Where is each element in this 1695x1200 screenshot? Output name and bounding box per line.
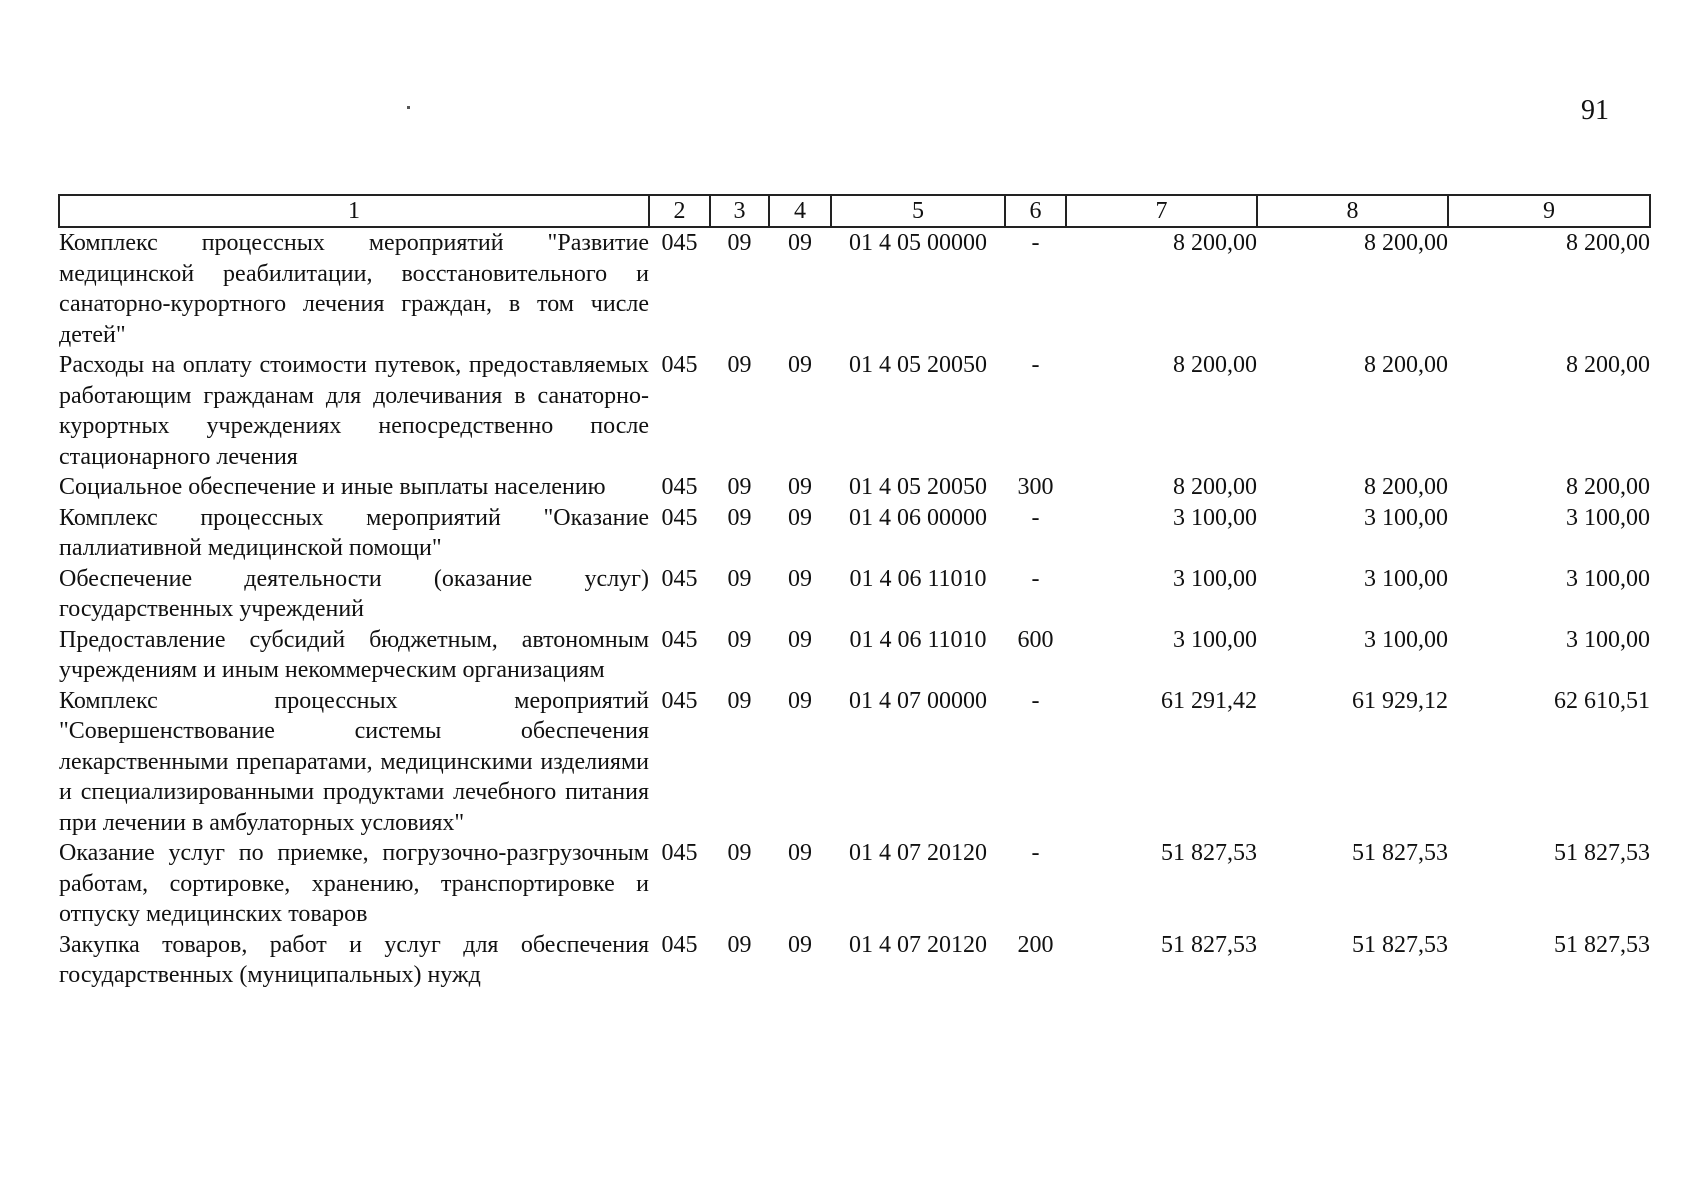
amount-col-9: 8 200,00 <box>1566 230 1650 256</box>
subsection-code: 09 <box>788 504 812 531</box>
subsection-code: 09 <box>788 931 812 958</box>
row-name: Предоставление субсидий бюджетным, автономным учреждениям и иным некоммерческим организациям <box>59 626 649 683</box>
section-code: 09 <box>727 352 752 378</box>
column-header: 1 <box>59 195 649 227</box>
table-row <box>59 227 1650 350</box>
expense-type-code: 200 <box>1017 931 1054 958</box>
amount-col-9: 3 100,00 <box>1566 565 1650 592</box>
section-code: 09 <box>727 474 752 500</box>
expense-type-code: - <box>1031 230 1040 256</box>
amount-col-7: 3 100,00 <box>1173 626 1257 653</box>
section-code: 09 <box>727 230 752 256</box>
table-row <box>59 350 1650 472</box>
amount-col-8: 8 200,00 <box>1364 474 1448 500</box>
column-header: 6 <box>1005 195 1066 227</box>
row-name: Расходы на оплату стоимости путевок, предоставляемых работающим гражданам для долечивания в санаторно-курортных учреждениях непосредственно после стационарного лечения <box>59 352 649 470</box>
amount-col-9: 51 827,53 <box>1554 931 1650 958</box>
column-header: 4 <box>769 195 831 227</box>
ministry-code: 045 <box>661 474 698 500</box>
row-name: Обеспечение деятельности (оказание услуг) государственных учреждений <box>59 565 649 622</box>
subsection-code: 09 <box>788 474 812 500</box>
table-row <box>59 686 1650 839</box>
amount-col-8: 8 200,00 <box>1364 352 1448 378</box>
page-number: 91 <box>1581 95 1609 126</box>
amount-col-9: 3 100,00 <box>1566 626 1650 653</box>
amount-col-8: 8 200,00 <box>1364 230 1448 256</box>
ministry-code: 045 <box>661 565 698 592</box>
expense-type-code: - <box>1031 565 1040 592</box>
amount-col-7: 8 200,00 <box>1173 474 1257 500</box>
expense-type-code: - <box>1031 504 1040 531</box>
section-code: 09 <box>727 504 752 531</box>
amount-col-8: 51 827,53 <box>1352 931 1448 958</box>
expense-type-code: - <box>1031 840 1040 866</box>
target-article-code: 01 4 05 00000 <box>849 230 987 256</box>
table-row <box>59 472 1650 503</box>
amount-col-8: 61 929,12 <box>1352 687 1448 714</box>
amount-col-7: 8 200,00 <box>1173 230 1257 256</box>
scan-speck <box>407 106 410 109</box>
column-number-row <box>59 195 1650 227</box>
column-header: 3 <box>710 195 769 227</box>
amount-col-9: 3 100,00 <box>1566 504 1650 531</box>
target-article-code: 01 4 06 11010 <box>849 565 987 592</box>
table-body <box>59 227 1650 991</box>
subsection-code: 09 <box>788 565 812 592</box>
subsection-code: 09 <box>788 352 812 378</box>
amount-col-7: 8 200,00 <box>1173 352 1257 378</box>
row-name: Социальное обеспечение и иные выплаты населению <box>59 474 606 500</box>
ministry-code: 045 <box>661 931 698 958</box>
subsection-code: 09 <box>788 840 812 866</box>
row-name: Комплекс процессных мероприятий "Развитие медицинской реабилитации, восстановительного и санаторно-курортного лечения граждан, в том числе детей" <box>59 230 649 348</box>
amount-col-7: 51 827,53 <box>1161 931 1257 958</box>
section-code: 09 <box>727 840 752 866</box>
target-article-code: 01 4 07 20120 <box>849 931 987 958</box>
target-article-code: 01 4 07 20120 <box>849 840 987 866</box>
row-name: Закупка товаров, работ и услуг для обеспечения государственных (муниципальных) нужд <box>59 931 649 988</box>
amount-col-9: 62 610,51 <box>1554 687 1650 714</box>
expense-type-code: 300 <box>1017 474 1054 500</box>
amount-col-9: 51 827,53 <box>1554 840 1650 866</box>
table-row <box>59 930 1650 991</box>
column-header: 2 <box>649 195 710 227</box>
amount-col-8: 51 827,53 <box>1352 840 1448 866</box>
amount-col-9: 8 200,00 <box>1566 474 1650 500</box>
expense-type-code: - <box>1031 352 1040 378</box>
amount-col-7: 3 100,00 <box>1173 565 1257 592</box>
target-article-code: 01 4 05 20050 <box>849 474 987 500</box>
subsection-code: 09 <box>788 687 812 714</box>
column-header: 8 <box>1257 195 1448 227</box>
row-name: Комплекс процессных мероприятий "Оказание паллиативной медицинской помощи" <box>59 504 649 561</box>
ministry-code: 045 <box>661 352 698 378</box>
expense-type-code: 600 <box>1017 626 1054 653</box>
amount-col-7: 3 100,00 <box>1173 504 1257 531</box>
ministry-code: 045 <box>661 230 698 256</box>
target-article-code: 01 4 07 00000 <box>849 687 987 714</box>
section-code: 09 <box>727 565 752 592</box>
column-header: 9 <box>1448 195 1650 227</box>
ministry-code: 045 <box>661 626 698 653</box>
subsection-code: 09 <box>788 626 812 653</box>
table-row <box>59 625 1650 686</box>
amount-col-8: 3 100,00 <box>1364 626 1448 653</box>
table-row <box>59 838 1650 930</box>
amount-col-7: 51 827,53 <box>1161 840 1257 866</box>
budget-table <box>58 194 1651 991</box>
ministry-code: 045 <box>661 504 698 531</box>
subsection-code: 09 <box>788 230 812 256</box>
amount-col-7: 61 291,42 <box>1161 687 1257 714</box>
table-row <box>59 503 1650 564</box>
column-header: 5 <box>831 195 1005 227</box>
expense-type-code: - <box>1031 687 1040 714</box>
row-name: Комплекс процессных мероприятий "Совершенствование системы обеспечения лекарственными препаратами, медицинскими изделиями и специализированными продуктами лечебного питания при лечении в амбулаторных условиях" <box>59 687 649 836</box>
row-name: Оказание услуг по приемке, погрузочно-разгрузочным работам, сортировке, хранению, транспортировке и отпуску медицинских товаров <box>59 840 649 927</box>
section-code: 09 <box>727 626 752 653</box>
target-article-code: 01 4 06 11010 <box>849 626 987 653</box>
ministry-code: 045 <box>661 840 698 866</box>
target-article-code: 01 4 05 20050 <box>849 352 987 378</box>
amount-col-8: 3 100,00 <box>1364 504 1448 531</box>
ministry-code: 045 <box>661 687 698 714</box>
section-code: 09 <box>727 687 752 714</box>
column-header: 7 <box>1066 195 1257 227</box>
table-row <box>59 564 1650 625</box>
section-code: 09 <box>727 931 752 958</box>
amount-col-8: 3 100,00 <box>1364 565 1448 592</box>
target-article-code: 01 4 06 00000 <box>849 504 987 531</box>
amount-col-9: 8 200,00 <box>1566 352 1650 378</box>
